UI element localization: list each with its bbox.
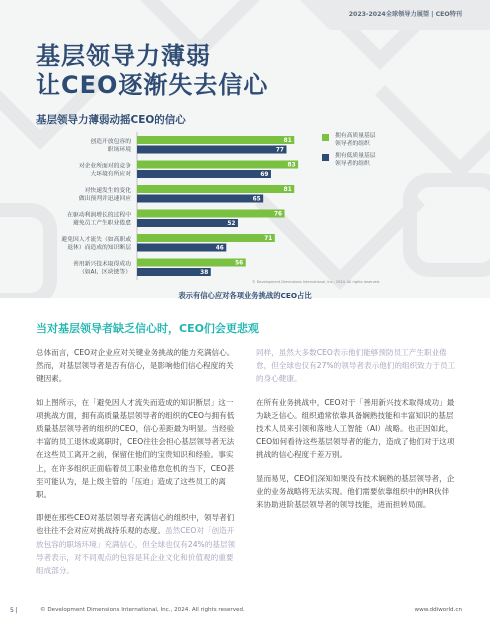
bar-chart-svg (30, 130, 310, 288)
category-label: 退休）而造成的知识断层 (67, 244, 131, 251)
data-label: 69 (260, 172, 269, 179)
paragraph (36, 511, 236, 577)
category-label: 避免员工产生职业倦怠 (73, 220, 131, 227)
page-title-line-2: 让CEO逐渐失去信心 (36, 71, 269, 99)
bar (137, 161, 298, 169)
bar (137, 146, 286, 154)
bar-chart (30, 130, 310, 288)
footer-copyright: © Development Dimensions International, Inc., 2024. All rights reserved. (40, 607, 245, 613)
bar (137, 136, 294, 144)
category-label: 创造开放包容的 (90, 138, 131, 145)
bar (137, 185, 294, 193)
page-title (36, 42, 336, 100)
legend-item-high (322, 133, 442, 148)
paragraph-text: 即便在那些CEO对基层领导者充满信心的组织中，领导者们也往往不会对应对挑战持乐观的态度。 (36, 513, 235, 536)
bar (137, 195, 263, 203)
legend-swatch-high (322, 134, 329, 141)
data-label: 38 (200, 270, 209, 277)
category-label: 职场环境 (107, 146, 131, 153)
publication-tag: 2023-2024全球领导力展望 | CEO特刊 (348, 11, 462, 18)
body-column-left (36, 346, 236, 587)
footer-url-link[interactable]: www.ddiworld.cn (414, 607, 462, 613)
chart-x-axis-caption: 表示有信心应对各项业务挑战的CEO占比 (178, 291, 312, 300)
highlighted-text: 虽然CEO对「创造开放包容的职场环境」充满信心，但全球也仅有24%的基层领导者表示，对不同观点的包容是其企业文化和价值观的重要组成部分。 (36, 526, 236, 576)
data-label: 46 (215, 245, 224, 252)
data-label: 71 (264, 236, 273, 243)
highlighted-paragraph: 同样，虽然大多数CEO表示他们能够预防员工产生职业倦怠，但全球也仅有27%的领导者表示他们的组织致力于员工的身心健康。 (256, 348, 456, 384)
bar (137, 259, 246, 267)
bar (137, 244, 226, 252)
data-label: 76 (273, 211, 283, 218)
page-footer (0, 603, 490, 623)
category-label: 在驱动利润增长的过程中 (67, 212, 131, 219)
section-heading: 当对基层领导者缺乏信心时，CEO们会更悲观 (36, 322, 259, 335)
bar (137, 234, 275, 242)
paragraph: 如上图所示，在「避免因人才流失而造成的知识断层」这一项挑战方面，拥有高质量基层领导者的组织的CEO与拥有低质量基层领导者的组织的CEO，信心差距最为明显。当经验丰富的员工退休或离职时，CEO往往会担心基层领导者无法在这些员工离开之前，保留住他们的宝贵知识和经验。事实上，在许多组织正面临着员工职业倦怠危机的当下，CEO甚至可能认为，是上级主管的「压迫」造成了这些员工的离职。 (36, 397, 235, 500)
chart-copyright-note: © Development Dimensions International, Inc., 2024. All rights reserved. (252, 280, 381, 284)
category-label: 避免因人才流失（如高职或 (61, 236, 131, 243)
paragraph: 总体而言，CEO对企业应对关键业务挑战的能力充满信心。然而，对基层领导者是否有信心，是影响他们信心程度的关键因素。 (36, 348, 235, 384)
data-label: 81 (283, 138, 292, 145)
page-title-line-1: 基层领导力薄弱 (36, 42, 211, 70)
paragraph: 显而易见，CEO们深知如果没有技术娴熟的基层领导者，企业的业务战略将无法实现。他们需要依靠组织中的HR伙伴来协助进阶基层领导者的领导技能，进而担转局面。 (256, 473, 455, 510)
category-label: 对快速发生的变化 (84, 187, 131, 194)
data-label: 83 (287, 162, 296, 169)
chart-title: 基层领导力薄弱动摇CEO的信心 (36, 114, 186, 126)
legend-label-low: 拥有低质量基层 领导者的组织 (335, 153, 376, 167)
bar (137, 219, 238, 227)
category-label: 善用新兴技术取得成功 (73, 261, 131, 268)
category-label: 做出预判并迅速回应 (78, 195, 131, 202)
page-number: 5 | (10, 607, 18, 614)
data-label: 56 (235, 260, 244, 267)
legend-label-high: 拥有高质量基层 领导者的组织 (335, 133, 376, 147)
bar (137, 170, 271, 178)
data-label: 52 (227, 221, 236, 228)
data-label: 65 (252, 196, 261, 203)
paragraph: 在所有业务挑战中，CEO对于「善用新兴技术取得成功」最为缺乏信心。组织通常依靠具备娴熟技能和丰富知识的基层技术人员来引领和落地人工智能（AI）战略。也正因如此，CEO如何看待这些基层领导者的能力，造成了他们对于这项挑战的信心程度千差万别。 (256, 397, 455, 460)
data-label: 77 (275, 147, 284, 154)
legend-swatch-low (322, 154, 329, 161)
category-label: 大环境有所应对 (90, 171, 131, 178)
data-label: 81 (283, 187, 292, 194)
legend-item-low (322, 153, 442, 168)
bar (137, 210, 285, 218)
chart-legend (322, 133, 442, 173)
body-column-right (256, 346, 456, 521)
category-label: 对企业所面对的竞争 (78, 163, 131, 170)
category-label: （如AI、区块链等） (78, 269, 131, 276)
